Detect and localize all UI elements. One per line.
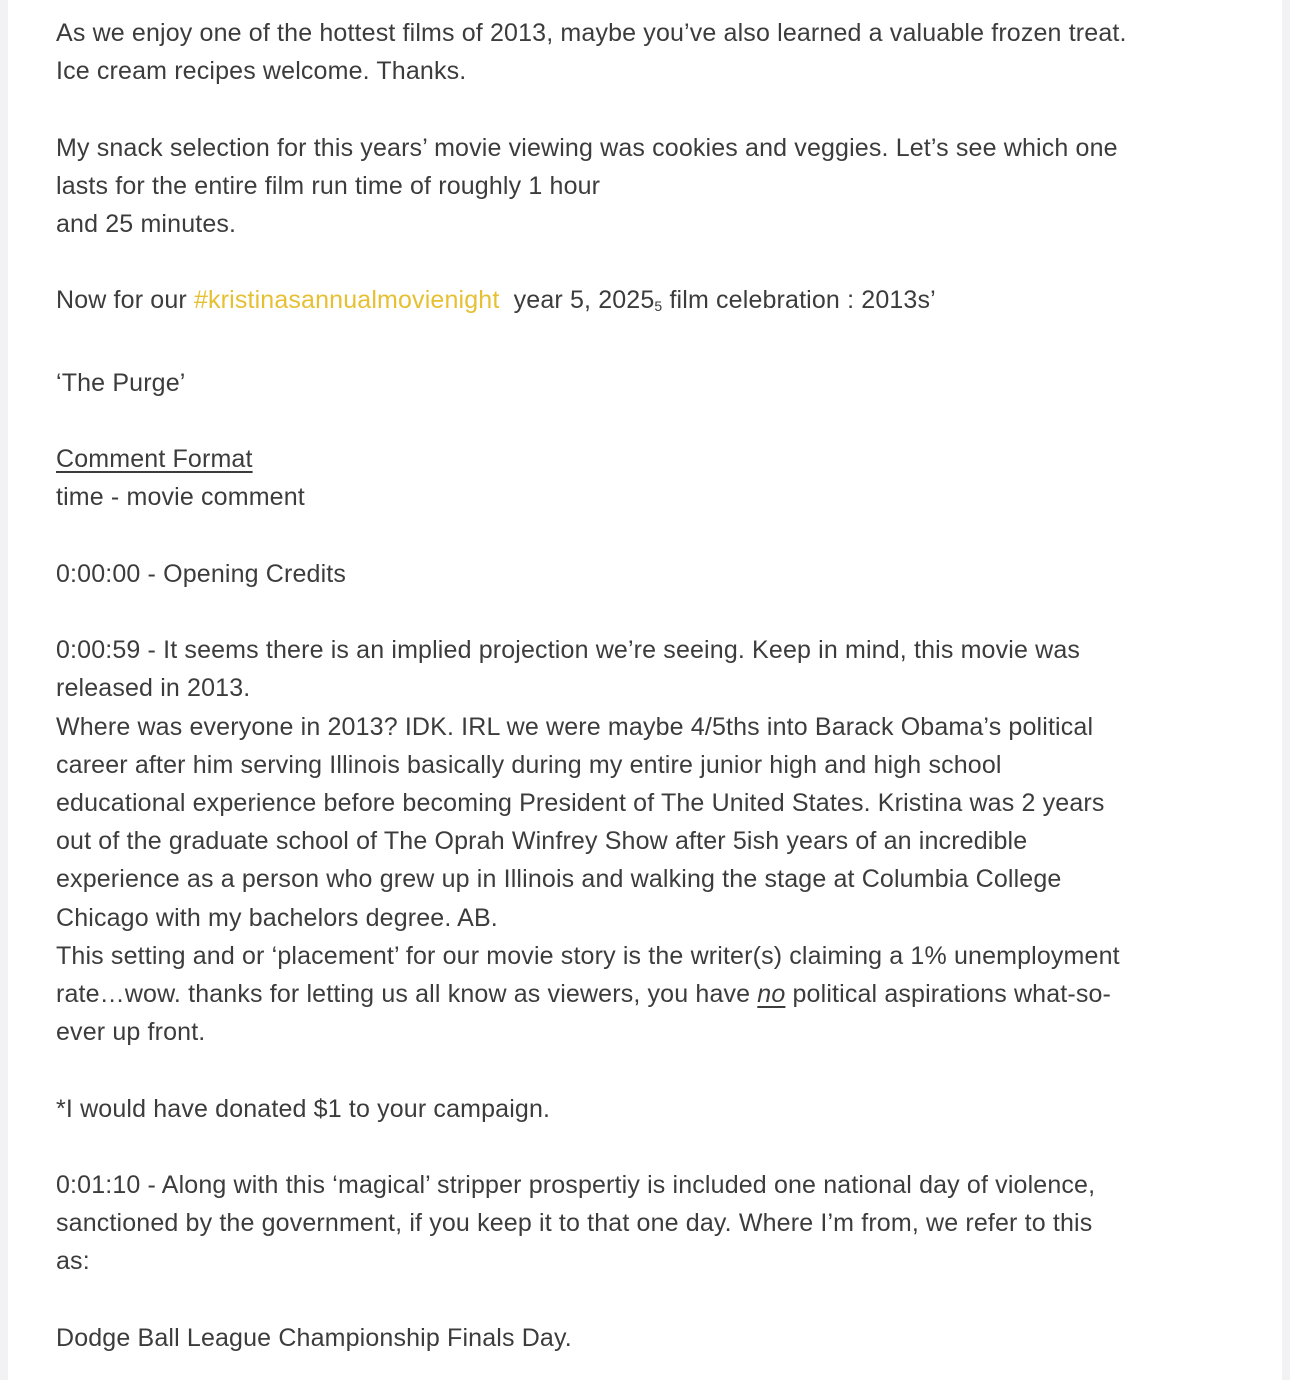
comment-line: educational experience before becoming President of The United States. Kristina was 2 years (56, 788, 1105, 817)
celebration-paragraph (56, 281, 1246, 325)
celebration-subscript: 5 (654, 298, 663, 315)
donation-note: *I would have donated $1 to your campaign. (56, 1094, 551, 1123)
comment-line: released in 2013. (56, 674, 251, 703)
celebration-middle: year 5, 2025 (499, 286, 655, 315)
celebration-prefix: Now for our (56, 286, 194, 315)
comment-line: ever up front. (56, 1018, 206, 1047)
note-page (8, 0, 1282, 1380)
format-description: time - movie comment (56, 483, 305, 512)
intro-line: Ice cream recipes welcome. Thanks. (56, 57, 467, 86)
emphasis-no: no (757, 979, 786, 1008)
closing-line: Dodge Ball League Championship Finals Day. (56, 1323, 572, 1352)
comment-line: 0:00:59 - It seems there is an implied projection we’re seeing. Keep in mind, this movie was (56, 636, 1081, 665)
comment-line: as: (56, 1247, 90, 1276)
comment-text: political aspirations what-so- (785, 979, 1112, 1008)
movie-title: ‘The Purge’ (56, 368, 186, 397)
comment-projection (56, 631, 1246, 1051)
comment-text: rate…wow. thanks for letting us all know as viewers, you have (56, 979, 758, 1008)
comment-line: 0:01:10 - Along with this ‘magical’ stripper prospertiy is included one national day of violence, (56, 1170, 1096, 1199)
comment-line: out of the graduate school of The Oprah Winfrey Show after 5ish years of an incredible (56, 827, 1028, 856)
format-heading: Comment Format (56, 445, 253, 474)
comment-line: Chicago with my bachelors degree. AB. (56, 903, 498, 932)
comment-violence-day (56, 1166, 1246, 1281)
snack-line: and 25 minutes. (56, 210, 237, 238)
comment-opening-credits: 0:00:00 - Opening Credits (56, 559, 347, 588)
note-body (56, 14, 1246, 1357)
intro-paragraph (56, 14, 1246, 90)
snack-line: lasts for the entire film run time of roughly 1 hour (56, 171, 601, 200)
hashtag-link[interactable]: #kristinasannualmovienight (193, 286, 500, 315)
snack-paragraph (56, 129, 1246, 244)
snack-line: My snack selection for this years’ movie viewing was cookies and veggies. Let’s see which one (56, 133, 1118, 162)
comment-line: career after him serving Illinois basically during my entire junior high and high school (56, 750, 1002, 779)
comment-line: experience as a person who grew up in Illinois and walking the stage at Columbia College (56, 865, 1062, 894)
comment-line: This setting and or ‘placement’ for our movie story is the writer(s) claiming a 1% unemployment (56, 941, 1120, 970)
comment-line: sanctioned by the government, if you keep it to that one day. Where I’m from, we refer to this (56, 1209, 1093, 1238)
format-paragraph (56, 440, 1246, 516)
intro-line: As we enjoy one of the hottest films of 2013, maybe you’ve also learned a valuable frozen treat. (56, 19, 1127, 47)
comment-line (56, 975, 1246, 1013)
celebration-suffix: film celebration : 2013s’ (662, 286, 936, 315)
comment-line: Where was everyone in 2013? IDK. IRL we were maybe 4/5ths into Barack Obama’s political (56, 712, 1094, 741)
